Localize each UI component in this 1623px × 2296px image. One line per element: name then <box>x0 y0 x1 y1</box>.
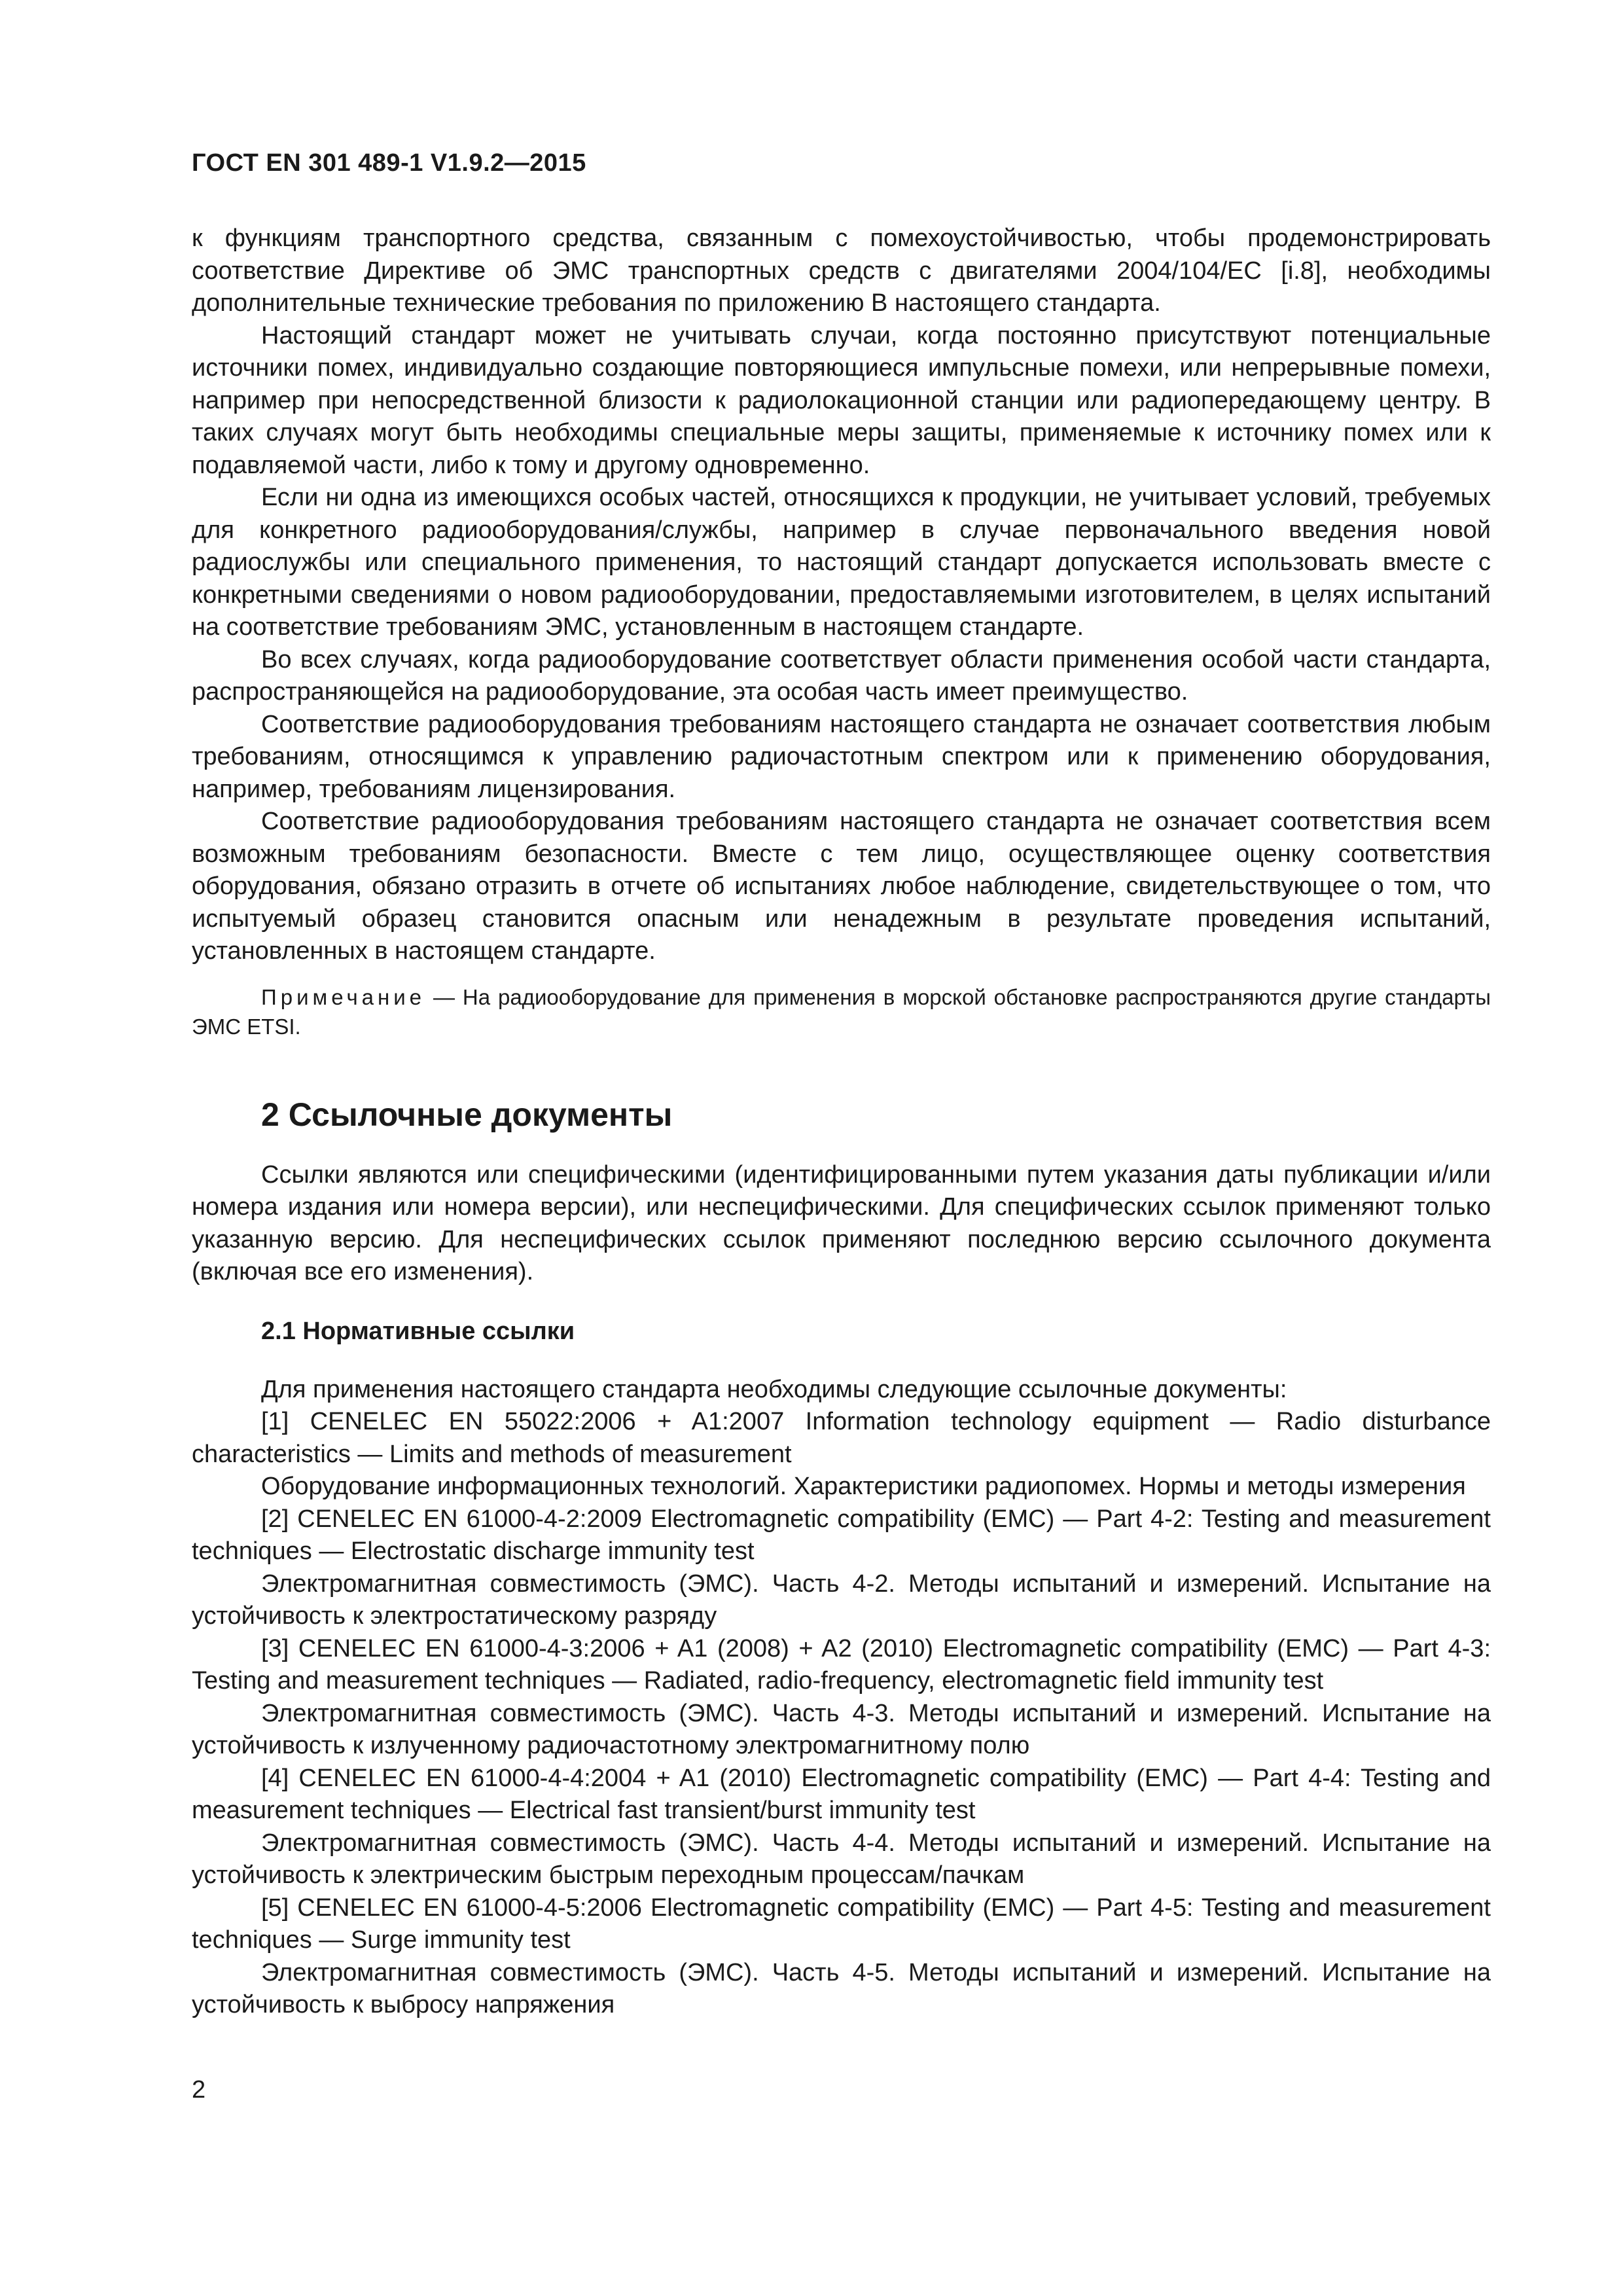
page-body <box>192 223 1491 2022</box>
reference-ru: Оборудование информационных технологий. Характеристики радиопомех. Нормы и методы измерения <box>261 1473 1466 1500</box>
section-2-paragraph: Ссылки являются или специфическими (идентифицированными путем указания даты публикации и/или номера издания или номера версии), или неспецифическими. Для специфических ссылок применяют только указанную версию. Для неспецифических ссылок применяют последнюю версию ссылочного документа (включая все его изменения). <box>192 1160 1491 1285</box>
note <box>192 982 1491 1041</box>
reference-en: [1] CENELEC EN 55022:2006 + A1:2007 Information technology equipment — Radio disturbance characteristics — Limits and methods of measurement <box>192 1408 1491 1468</box>
document-header: ГОСТ EN 301 489-1 V1.9.2—2015 <box>192 149 586 177</box>
intro-paragraph: Если ни одна из имеющихся особых частей, относящихся к продукции, не учитывает условий, требуемых для конкретного радиооборудования/службы, например в случае первоначального введения новой радиослужбы или специального применения, то настоящий стандарт допускается использовать вместе с конкретными сведениями о новом радиооборудовании, предоставляемыми изготовителем, в целях испытаний на соответствие требованиям ЭМС, установленным в настоящем стандарте. <box>192 484 1491 641</box>
intro-paragraph: Во всех случаях, когда радиооборудование соответствует области применения особой части стандарта, распространяющейся на радиооборудование, эта особая часть имеет преимущество. <box>192 645 1491 706</box>
reference-en: [2] CENELEC EN 61000-4-2:2009 Electromagnetic compatibility (EMC) — Part 4-2: Testing and measurement techniques — Electrostatic discharge immunity test <box>192 1505 1491 1565</box>
intro-paragraph: Соответствие радиооборудования требованиям настоящего стандарта не означает соответствия любым требованиям, относящимся к управлению радиочастотным спектром или к применению оборудования, например, требованиям лицензирования. <box>192 710 1491 803</box>
reference-en: [5] CENELEC EN 61000-4-5:2006 Electromagnetic compatibility (EMC) — Part 4-5: Testing and measurement techniques — Surge immunity test <box>192 1893 1491 1954</box>
intro-paragraph: к функциям транспортного средства, связанным с помехоустойчивостью, чтобы продемонстрировать соответствие Директиве об ЭМС транспортных средств с двигателями 2004/104/ЕС [i.8], необходимы дополнительные технические требования по приложению В настоящего стандарта. <box>192 224 1491 317</box>
references-lead: Для применения настоящего стандарта необходимы следующие ссылочные документы: <box>261 1375 1287 1403</box>
note-text: — На радиооборудование для применения в морской обстановке распространяются другие стандарты ЭМС ETSI. <box>192 984 1491 1039</box>
page-number: 2 <box>192 2076 206 2104</box>
reference-en: [3] CENELEC EN 61000-4-3:2006 + A1 (2008) + A2 (2010) Electromagnetic compatibility (EMC) — Part 4-3: Testing and measurement techniques — Radiated, radio-frequency, electromagnetic field immunity test <box>192 1634 1491 1695</box>
reference-en: [4] CENELEC EN 61000-4-4:2004 + A1 (2010) Electromagnetic compatibility (EMC) — Part 4-4: Testing and measurement techniques — Electrical fast transient/burst immunity test <box>192 1764 1491 1824</box>
reference-ru: Электромагнитная совместимость (ЭМС). Часть 4-3. Методы испытаний и измерений. Испытание на устойчивость к излученному радиочастотному электромагнитному полю <box>192 1699 1491 1759</box>
reference-ru: Электромагнитная совместимость (ЭМС). Часть 4-2. Методы испытаний и измерений. Испытание на устойчивость к электростатическому разряду <box>192 1570 1491 1630</box>
intro-paragraph: Настоящий стандарт может не учитывать случаи, когда постоянно присутствуют потенциальные источники помех, индивидуально создающие повторяющиеся импульсные помехи, или непрерывные помехи, например при непосредственной близости к радиолокационной станции или радиопередающему центру. В таких случаях могут быть необходимы специальные меры защиты, применяемые к источнику помех или к подавляемой части, либо к тому и другому одновременно. <box>192 321 1491 479</box>
reference-ru: Электромагнитная совместимость (ЭМС). Часть 4-4. Методы испытаний и измерений. Испытание на устойчивость к электрическим быстрым переходным процессам/пачкам <box>192 1829 1491 1889</box>
intro-paragraph: Соответствие радиооборудования требованиям настоящего стандарта не означает соответствия всем возможным требованиям безопасности. Вместе с тем лицо, осуществляющее оценку соответствия оборудования, обязано отразить в отчете об испытаниях любое наблюдение, свидетельствующее о том, что испытуемый образец становится опасным или ненадежным в результате проведения испытаний, установленных в настоящем стандарте. <box>192 808 1491 965</box>
section-2-1-heading: 2.1 Нормативные ссылки <box>261 1317 575 1345</box>
section-2-heading: 2 Ссылочные документы <box>261 1096 673 1133</box>
note-label: Примечание <box>261 984 426 1009</box>
reference-ru: Электромагнитная совместимость (ЭМС). Часть 4-5. Методы испытаний и измерений. Испытание на устойчивость к выбросу напряжения <box>192 1958 1491 2018</box>
